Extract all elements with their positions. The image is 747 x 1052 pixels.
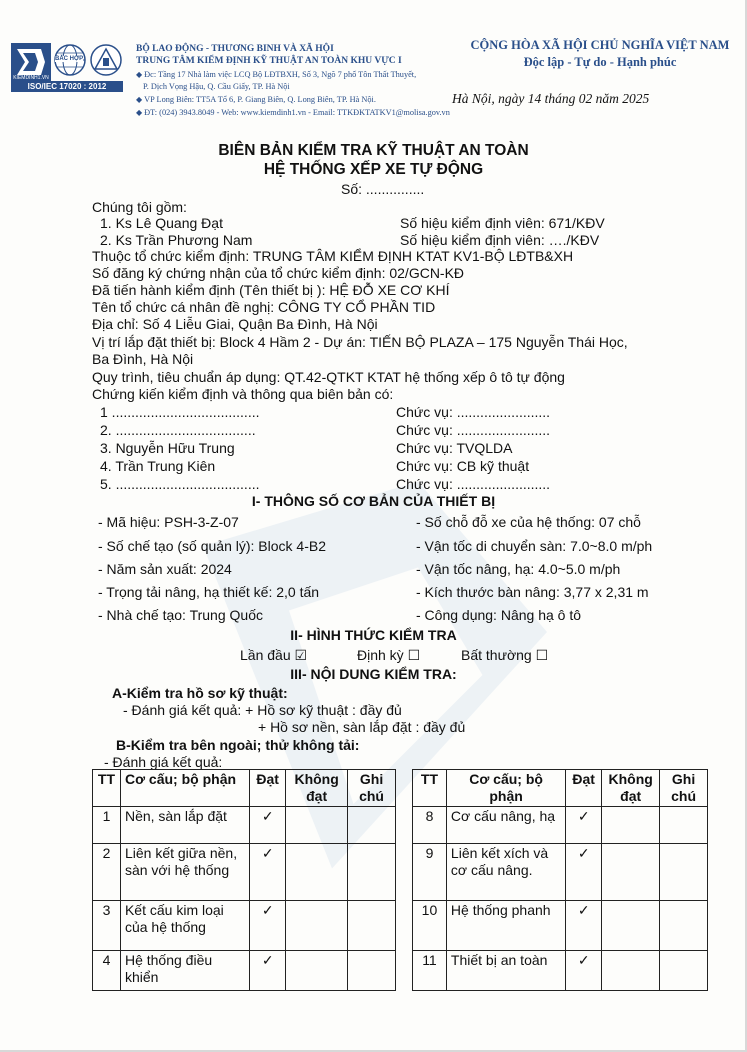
col-header: Ghi chú	[348, 770, 396, 807]
install-location-1: Vị trí lắp đặt thiết bị: Block 4 Hầm 2 - Dự án: TIẾN BỘ PLAZA – 175 Nguyễn Thái Học,	[92, 334, 628, 350]
row-item: Liên kết giữa nền, sàn với hệ thống	[120, 844, 249, 901]
inspection-org: Thuộc tổ chức kiểm định: TRUNG TÂM KIỂM ĐỊNH KTAT KV1-BỘ LĐTB&XH	[92, 248, 574, 264]
spec-right: - Vận tốc di chuyển sàn: 7.0~8.0 m/ph	[416, 538, 653, 554]
witness-name: 3. Nguyễn Hữu Trung	[100, 440, 235, 456]
motto: Độc lập - Tự do - Hạnh phúc	[523, 55, 677, 69]
witness-role: Chức vụ: ........................	[396, 422, 551, 438]
kiemdinh-logo	[11, 43, 51, 86]
fail-cell	[286, 844, 348, 901]
table-header-row	[93, 770, 396, 807]
pass-check-icon: ✓	[250, 807, 286, 844]
spec-left: - Trọng tải nâng, hạ thiết kế: 2,0 tấn	[98, 584, 320, 600]
table-row	[413, 844, 708, 901]
note-cell	[348, 844, 396, 901]
note-cell	[660, 901, 708, 951]
row-number: 11	[413, 951, 447, 991]
doc-number: Số: ...............	[341, 181, 425, 197]
witness-name: 2. ....................................	[100, 422, 256, 438]
row-item: Cơ cấu nâng, hạ	[446, 807, 565, 844]
witness-name: 5. .....................................	[100, 476, 260, 492]
inspector-1: 1. Ks Lê Quang Đạt	[100, 215, 223, 231]
org-ministry: BỘ LAO ĐỘNG - THƯƠNG BINH VÀ XÃ HỘI	[136, 44, 334, 54]
procedure: Quy trình, tiêu chuẩn áp dụng: QT.42-QTKT KTAT hệ thống xếp ô tô tự động	[92, 369, 565, 385]
witness-role: Chức vụ: ........................	[396, 404, 551, 420]
table-row	[413, 807, 708, 844]
row-number: 8	[413, 807, 447, 844]
row-number: 9	[413, 844, 447, 901]
col-header: Không đạt	[602, 770, 660, 807]
witness-role: Chức vụ: TVQLDA	[396, 440, 513, 456]
pass-check-icon: ✓	[566, 807, 602, 844]
witness-name: 1 ......................................	[100, 404, 260, 420]
table-row	[93, 844, 396, 901]
org-center: TRUNG TÂM KIỂM ĐỊNH KỸ THUẬT AN TOÀN KHU VỰC I	[136, 56, 402, 66]
col-header: Cơ cấu; bộ phận	[446, 770, 565, 807]
bullet-icon: ◆	[136, 95, 145, 104]
table-row	[413, 901, 708, 951]
type-unusual-checkbox: Bất thường ☐	[461, 647, 549, 663]
fail-cell	[286, 807, 348, 844]
witness-role: Chức vụ: ........................	[396, 476, 551, 492]
row-item: Nền, sàn lắp đặt	[120, 807, 249, 844]
row-item: Hệ thống phanh	[446, 901, 565, 951]
pass-check-icon: ✓	[250, 844, 286, 901]
install-location-2: Ba Đình, Hà Nội	[92, 351, 194, 367]
spec-left: - Nhà chế tạo: Trung Quốc	[98, 607, 263, 623]
note-cell	[660, 807, 708, 844]
witness-name: 4. Trần Trung Kiên	[100, 458, 216, 474]
bullet-icon: ◆	[136, 70, 145, 79]
registration-number: Số đăng ký chứng nhận của tổ chức kiểm định: 02/GCN-KĐ	[92, 265, 465, 281]
section-2-title: II- HÌNH THỨC KIỂM TRA	[290, 627, 457, 643]
note-cell	[660, 844, 708, 901]
spec-right: - Vận tốc nâng, hạ: 4.0~5.0 m/ph	[416, 561, 621, 577]
spec-right: - Số chỗ đỗ xe của hệ thống: 07 chỗ	[416, 514, 641, 530]
row-number: 1	[93, 807, 121, 844]
spec-right: - Kích thước bàn nâng: 3,77 x 2,31 m	[416, 584, 649, 600]
row-item: Thiết bị an toàn	[446, 951, 565, 991]
section-3-title: III- NỘI DUNG KIỂM TRA:	[290, 666, 457, 682]
doc-title-line1: BIÊN BẢN KIỂM TRA KỸ THUẬT AN TOÀN	[218, 142, 529, 159]
we-consist: Chúng tôi gồm:	[92, 199, 187, 215]
pass-check-icon: ✓	[566, 844, 602, 901]
section-1-title: I- THÔNG SỐ CƠ BẢN CỦA THIẾT BỊ	[251, 493, 496, 509]
pass-check-icon: ✓	[250, 951, 286, 991]
col-header: Không đạt	[286, 770, 348, 807]
col-header: Cơ cấu; bộ phận	[120, 770, 249, 807]
col-header: Ghi chú	[660, 770, 708, 807]
row-item: Liên kết xích và cơ cấu nâng.	[446, 844, 565, 901]
pass-check-icon: ✓	[250, 901, 286, 951]
type-first-checkbox: Lần đầu ☑	[240, 647, 308, 663]
bac-hop-logo	[53, 43, 87, 82]
row-number: 3	[93, 901, 121, 951]
table-row	[93, 807, 396, 844]
nation-title: CỘNG HÒA XÃ HỘI CHỦ NGHĨA VIỆT NAM	[470, 38, 730, 52]
witness-role: Chức vụ: CB kỹ thuật	[396, 458, 530, 474]
device-name: Đã tiến hành kiểm định (Tên thiết bị ): HỆ ĐỖ XE CƠ KHÍ	[92, 282, 450, 298]
row-number: 2	[93, 844, 121, 901]
checklist-table-right	[412, 769, 708, 991]
address-line-2: ◆ VP Long Biên: TT5A Tổ 6, P. Giang Biên, Q. Long Biên, TP. Hà Nội.	[136, 95, 376, 104]
pass-check-icon: ✓	[566, 951, 602, 991]
bac-hop-logo-text: BẮC HỢP	[55, 56, 84, 62]
col-header: TT	[93, 770, 121, 807]
triangle-badge-icon	[89, 43, 123, 77]
witness-intro: Chứng kiến kiểm định và thông qua biên bản có:	[92, 386, 394, 402]
document-date: Hà Nội, ngày 14 tháng 02 năm 2025	[452, 91, 650, 106]
address-line-1b: P. Dịch Vọng Hậu, Q. Cầu Giấy, TP. Hà Nội	[143, 82, 290, 91]
doc-title-line2: HỆ THỐNG XẾP XE TỰ ĐỘNG	[263, 161, 484, 178]
col-header: TT	[413, 770, 447, 807]
bullet-icon: ◆	[136, 108, 145, 117]
section-a-result-2: + Hồ sơ nền, sàn lắp đặt : đầy đủ	[258, 719, 466, 735]
spec-left: - Năm sản xuất: 2024	[98, 561, 232, 577]
section-b-title: B-Kiểm tra bên ngoài; thử không tải:	[116, 737, 360, 753]
pass-check-icon: ✓	[566, 901, 602, 951]
spec-right: - Công dụng: Nâng hạ ô tô	[416, 607, 582, 623]
table-row	[413, 951, 708, 991]
contact-line: ◆ ĐT: (024) 3943.8049 - Web: www.kiemdinh1.vn - Email: TTKĐKTATKV1@molisa.gov.vn	[136, 108, 450, 117]
row-item: Kết cấu kim loại của hệ thống	[120, 901, 249, 951]
inspector-2: 2. Ks Trần Phương Nam	[100, 232, 253, 248]
note-cell	[348, 901, 396, 951]
checklist-table-left	[92, 769, 396, 991]
note-cell	[660, 951, 708, 991]
inspector-2-id: Số hiệu kiểm định viên: …./KĐV	[400, 232, 600, 248]
accreditation-logo	[89, 43, 123, 82]
requester: Tên tổ chức cá nhân đề nghị: CÔNG TY CỔ PHẦN TID	[92, 299, 436, 315]
col-header: Đạt	[250, 770, 286, 807]
fail-cell	[602, 951, 660, 991]
fail-cell	[286, 951, 348, 991]
fail-cell	[602, 807, 660, 844]
table-header-row	[413, 770, 708, 807]
row-number: 4	[93, 951, 121, 991]
col-header: Đạt	[566, 770, 602, 807]
section-a-result-1: - Đánh giá kết quả: + Hồ sơ kỹ thuật : đầy đủ	[123, 702, 402, 718]
iso-text: ISO/IEC 17020 : 2012	[27, 82, 107, 91]
kiemdinh-logo-text: KIEMDINH1.VN	[13, 75, 49, 81]
row-number: 10	[413, 901, 447, 951]
section-b-result: - Đánh giá kết quả:	[104, 754, 223, 770]
table-row	[93, 951, 396, 991]
note-cell	[348, 807, 396, 844]
table-row	[93, 901, 396, 951]
section-a-title: A-Kiểm tra hồ sơ kỹ thuật:	[112, 685, 288, 701]
fail-cell	[602, 844, 660, 901]
address-line-1: ◆ Đc: Tầng 17 Nhà làm việc LCQ Bộ LĐTBXH, Số 3, Ngõ 7 phố Tôn Thất Thuyết,	[136, 70, 417, 79]
note-cell	[348, 951, 396, 991]
inspector-1-id: Số hiệu kiểm định viên: 671/KĐV	[400, 215, 605, 231]
type-periodic-checkbox: Định kỳ ☐	[357, 647, 421, 663]
row-item: Hệ thống điều khiển	[120, 951, 249, 991]
fail-cell	[286, 901, 348, 951]
fail-cell	[602, 901, 660, 951]
spec-left: - Mã hiệu: PSH-3-Z-07	[98, 514, 239, 530]
iso-badge	[11, 81, 123, 92]
requester-address: Địa chỉ: Số 4 Liễu Giai, Quận Ba Đình, Hà Nội	[92, 316, 378, 332]
spec-left: - Số chế tạo (số quản lý): Block 4-B2	[98, 538, 326, 554]
